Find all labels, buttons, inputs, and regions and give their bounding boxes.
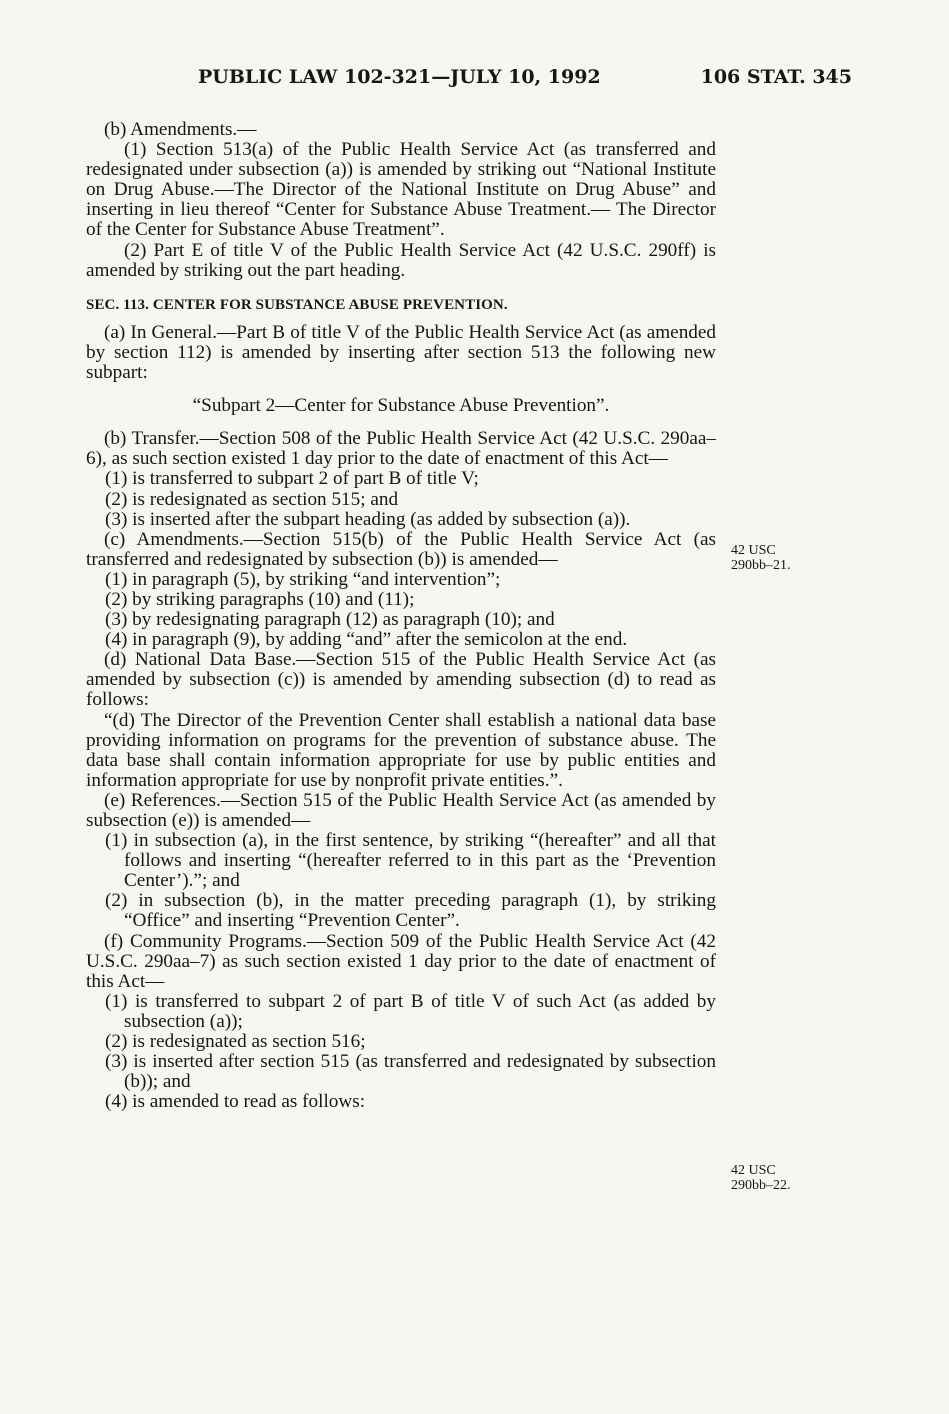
transfer-item-1: (1) is transferred to subpart 2 of part B of title V; (105, 468, 479, 490)
margin-note-usc-290bb-22 (731, 1163, 791, 1193)
page-header (0, 66, 949, 96)
reference-item-2: (2) in subsection (b), in the matter preceding paragraph (1), by striking “Office” and inserting “Prevention Center”. (105, 890, 716, 932)
margin-note-line: 42 USC (731, 1163, 776, 1178)
margin-note-line: 42 USC (731, 543, 776, 558)
paragraph-b2: (2) Part E of title V of the Public Health Service Act (42 U.S.C. 290ff) is amended by striking out the part heading. (86, 239, 716, 281)
section-113-heading: SEC. 113. CENTER FOR SUBSTANCE ABUSE PREVENTION. (86, 296, 508, 313)
amend-item-4: (4) in paragraph (9), by adding “and” after the semicolon at the end. (105, 629, 628, 651)
amend-item-2: (2) by striking paragraphs (10) and (11); (105, 588, 415, 610)
margin-note-usc-290bb-21 (731, 543, 791, 573)
subpart-2-quote: “Subpart 2—Center for Substance Abuse Prevention”. (192, 395, 610, 417)
reference-item-1: (1) in subsection (a), in the first sentence, by striking “(hereafter” and all that follows and inserting “(hereafter referred to in this part as the ‘Prevention Center’).”; and (105, 830, 716, 892)
stat-page-number: 106 STAT. 345 (700, 66, 852, 88)
subsection-c-amendments: (c) Amendments.—Section 515(b) of the Public Health Service Act (as transferred and redesignated by subsection (b)) is amended— (86, 528, 716, 570)
subsection-b-amendments-heading: (b) Amendments.— (104, 119, 257, 140)
margin-note-line: 290bb–22. (731, 1178, 791, 1193)
transfer-item-2: (2) is redesignated as section 515; and (105, 488, 399, 510)
subsection-d-quoted-text: “(d) The Director of the Prevention Center shall establish a national data base providing information on programs for the prevention of substance abuse. The data base shall contain information appropriate for use by public entities and information appropriate for use by nonprofit private entities.”. (86, 709, 716, 791)
subsection-f-community-programs: (f) Community Programs.—Section 509 of the Public Health Service Act (42 U.S.C. 290aa–7) as such section existed 1 day prior to the date of enactment of this Act— (86, 930, 716, 992)
subsection-b-transfer: (b) Transfer.—Section 508 of the Public Health Service Act (42 U.S.C. 290aa–6), as such section existed 1 day prior to the date of enactment of this Act— (86, 428, 716, 470)
subsection-e-references: (e) References.—Section 515 of the Public Health Service Act (as amended by subsection (e)) is amended— (86, 789, 716, 831)
running-title: PUBLIC LAW 102-321—JULY 10, 1992 (198, 66, 601, 88)
transfer-item-3: (3) is inserted after the subpart heading (as added by subsection (a)). (105, 508, 631, 530)
subsection-a-in-general: (a) In General.—Part B of title V of the Public Health Service Act (as amended by section 112) is amended by inserting after section 513 the following new subpart: (86, 321, 716, 384)
margin-note-line: 290bb–21. (731, 558, 791, 573)
body-text (86, 120, 716, 1112)
community-item-4: (4) is amended to read as follows: (105, 1091, 366, 1113)
amend-item-3: (3) by redesignating paragraph (12) as paragraph (10); and (105, 609, 555, 631)
community-item-3: (3) is inserted after section 515 (as transferred and redesignated by subsection (b)); and (105, 1051, 716, 1093)
amend-item-1: (1) in paragraph (5), by striking “and intervention”; (105, 568, 501, 590)
community-item-2: (2) is redesignated as section 516; (105, 1031, 366, 1053)
paragraph-b1: (1) Section 513(a) of the Public Health Service Act (as transferred and redesignated under subsection (a)) is amended by striking out “National Institute on Drug Abuse.—The Director of the National Institute on Drug Abuse” and inserting in lieu thereof “Center for Substance Abuse Treatment.— The Director of the Center for Substance Abuse Treatment”. (86, 139, 716, 241)
subsection-d-national-data-base: (d) National Data Base.—Section 515 of the Public Health Service Act (as amended by subsection (c)) is amended by amending subsection (d) to read as follows: (86, 649, 716, 711)
community-item-1: (1) is transferred to subpart 2 of part B of title V of such Act (as added by subsection (a)); (105, 990, 716, 1032)
